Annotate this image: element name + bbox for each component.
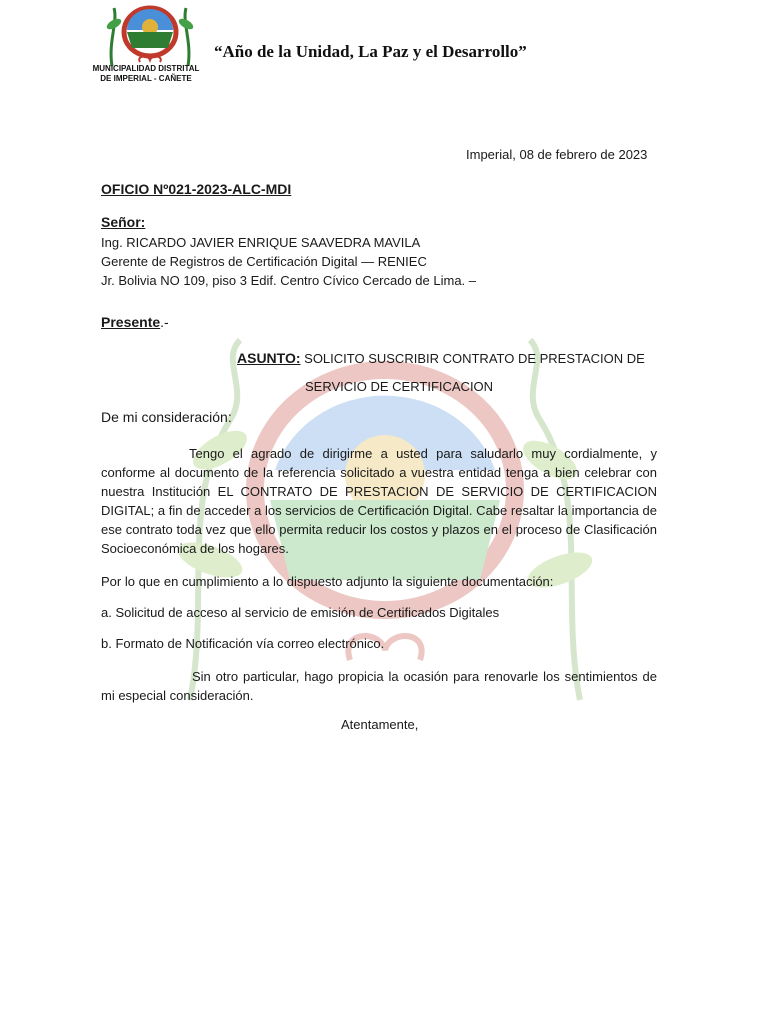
greeting: De mi consideración: — [101, 409, 232, 425]
seal-caption — [88, 64, 204, 84]
presente-line — [101, 313, 169, 331]
salutation: Señor: — [101, 214, 146, 230]
attachment-item-b: b. Formato de Notificación vía correo electrónico. — [101, 636, 385, 651]
addressee-name: Ing. RICARDO JAVIER ENRIQUE SAAVEDRA MAVILA — [101, 235, 421, 250]
presente-suffix: .- — [160, 314, 169, 330]
letter-reference: OFICIO Nº021-2023-ALC-MDI — [101, 181, 292, 197]
seal-caption-line1: MUNICIPALIDAD DISTRITAL — [92, 64, 200, 73]
presente-label: Presente — [101, 314, 161, 330]
addressee-address: Jr. Bolivia NO 109, piso 3 Edif. Centro Cívico Cercado de Lima. – — [101, 273, 477, 288]
addressee-role: Gerente de Registros de Certificación Digital — RENIEC — [101, 254, 427, 269]
attachment-item-a: a. Solicitud de acceso al servicio de emisión de Certificados Digitales — [101, 605, 500, 620]
body-paragraph-2: Por lo que en cumplimiento a lo dispuesto adjunto la siguiente documentación: — [101, 574, 554, 589]
year-motto: “Año de la Unidad, La Paz y el Desarrollo” — [214, 42, 527, 61]
subject-text-2: SERVICIO DE CERTIFICACION — [305, 379, 494, 394]
body-paragraph-1: Tengo el agrado de dirigirme a usted para saludarlo muy cordialmente, y conforme al documento de la referencia solicitado a vuestra entidad tenga a bien celebrar con nuestra Institución EL CONTRATO DE PRESTACION DE SERVICIO DE CERTIFICACION DIGITAL; a fin de acceder a los servicios de Certificación Digital. Cabe resaltar la importancia de ese contrato toda vez que ello permita reducir los costos y plazos en el proceso de Clasificación Socioeconómica de los hogares. — [101, 446, 657, 556]
closing-paragraph: Sin otro particular, hago propicia la ocasión para renovarle los sentimientos de mi especial consideración. — [101, 669, 657, 703]
subject-label: ASUNTO: — [237, 350, 301, 366]
subject-line — [237, 349, 645, 368]
seal-caption-line2: DE IMPERIAL - CAÑETE — [100, 74, 192, 83]
letter-date: Imperial, 08 de febrero de 2023 — [466, 147, 648, 162]
municipality-seal-logo — [100, 2, 200, 68]
subject-text-1: SOLICITO SUSCRIBIR CONTRATO DE PRESTACION DE — [300, 351, 645, 366]
signoff: Atentamente, — [341, 717, 419, 732]
